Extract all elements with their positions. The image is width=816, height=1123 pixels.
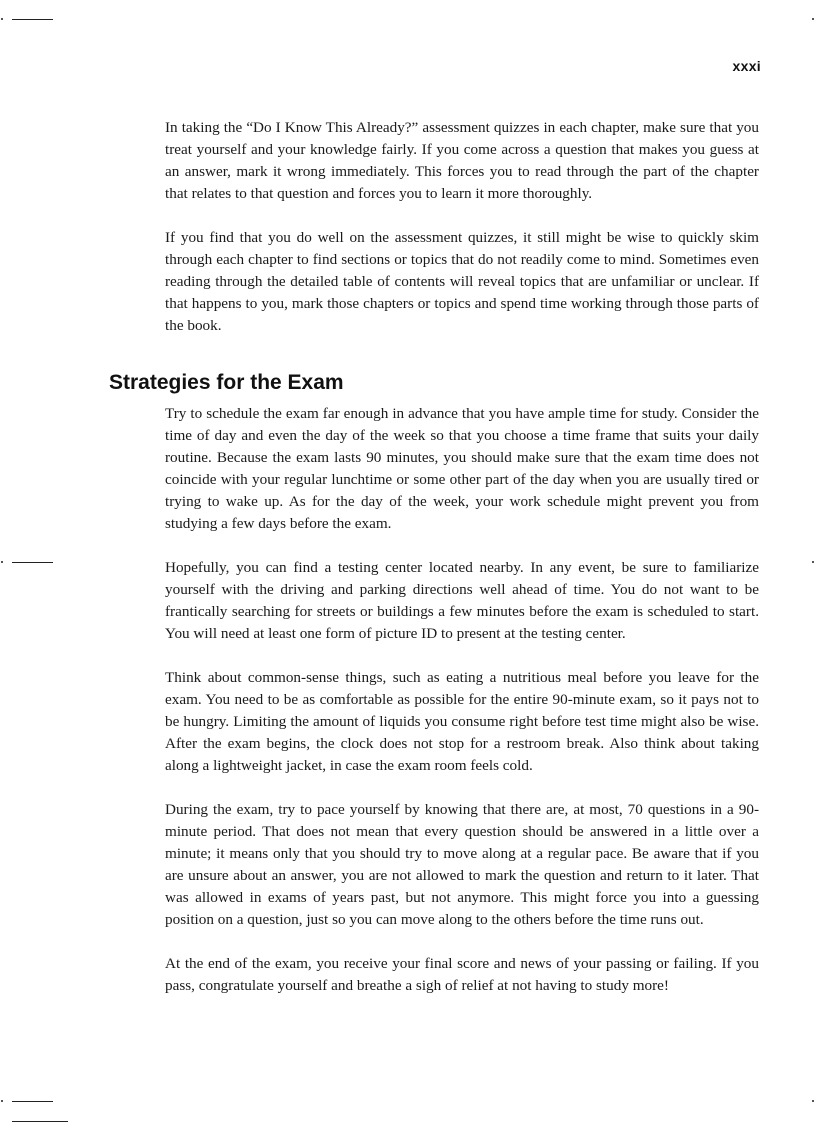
intro-paragraph: If you find that you do well on the assessment quizzes, it still might be wise to quickly skim through each chapter to find sections or topics that do not readily come to mind. Sometimes even reading through the detailed table of contents will reveal topics that are unfamiliar or unclear. If that happens to you, mark those chapters or topics and spend time working through those parts of the book. [165,229,759,334]
page-number: xxxi [732,58,761,74]
registration-dot-top-right [812,18,814,20]
crop-mark-top-left [12,19,53,20]
section-text [165,403,759,1019]
section-heading: Strategies for the Exam [109,371,344,394]
section-paragraph: At the end of the exam, you receive your final score and news of your passing or failing. If you pass, congratulate yourself and breathe a sigh of relief at not having to study more! [165,955,759,994]
section-paragraph: Hopefully, you can find a testing center located nearby. In any event, be sure to familiarize yourself with the driving and parking directions well ahead of time. You do not want to be frantically searching for streets or buildings a few minutes before the exam is scheduled to start. You will need at least one form of picture ID to present at the testing center. [165,559,759,642]
section-paragraph: Think about common-sense things, such as eating a nutritious meal before you leave for the exam. You need to be as comfortable as possible for the entire 90-minute exam, so it pays not to be hungry. Limiting the amount of liquids you consume right before test time might also be wise. After the exam begins, the clock does not stop for a restroom break. Also think about taking along a lightweight jacket, in case the exam room feels cold. [165,669,759,774]
section-paragraph: During the exam, try to pace yourself by knowing that there are, at most, 70 questions in a 90-minute period. That does not mean that every question should be answered in a little over a minute; it means only that you should try to move along at a regular pace. Be aware that if you are unsure about an answer, you are not allowed to mark the question and return to it later. That was allowed in exams of years past, but not anymore. This might force you into a guessing position on a question, just so you can move along to the others before the time runs out. [165,801,759,928]
registration-dot-bottom-left [1,1100,3,1102]
crop-mark-bottom-left [12,1101,53,1102]
registration-dot-bottom-right [812,1100,814,1102]
registration-dot-middle-right [812,561,814,563]
crop-mark-middle-left [12,562,53,563]
intro-paragraph: In taking the “Do I Know This Already?” assessment quizzes in each chapter, make sure that you treat yourself and your knowledge fairly. If you come across a question that makes you guess at an answer, mark it wrong immediately. This forces you to read through the part of the chapter that relates to that question and forces you to learn it more thoroughly. [165,119,759,202]
section-paragraph: Try to schedule the exam far enough in advance that you have ample time for study. Consider the time of day and even the day of the week so that you choose a time frame that suits your daily routine. Because the exam lasts 90 minutes, you should make sure that the exam time does not coincide with your regular lunchtime or some other part of the day when you are usually tired or trying to wake up. As for the day of the week, your work schedule might prevent you from studying a few days before the exam. [165,405,759,532]
registration-dot-top-left [1,18,3,20]
crop-mark-bottom-left-lower [12,1121,68,1122]
registration-dot-middle-left [1,561,3,563]
intro-text [165,117,759,359]
